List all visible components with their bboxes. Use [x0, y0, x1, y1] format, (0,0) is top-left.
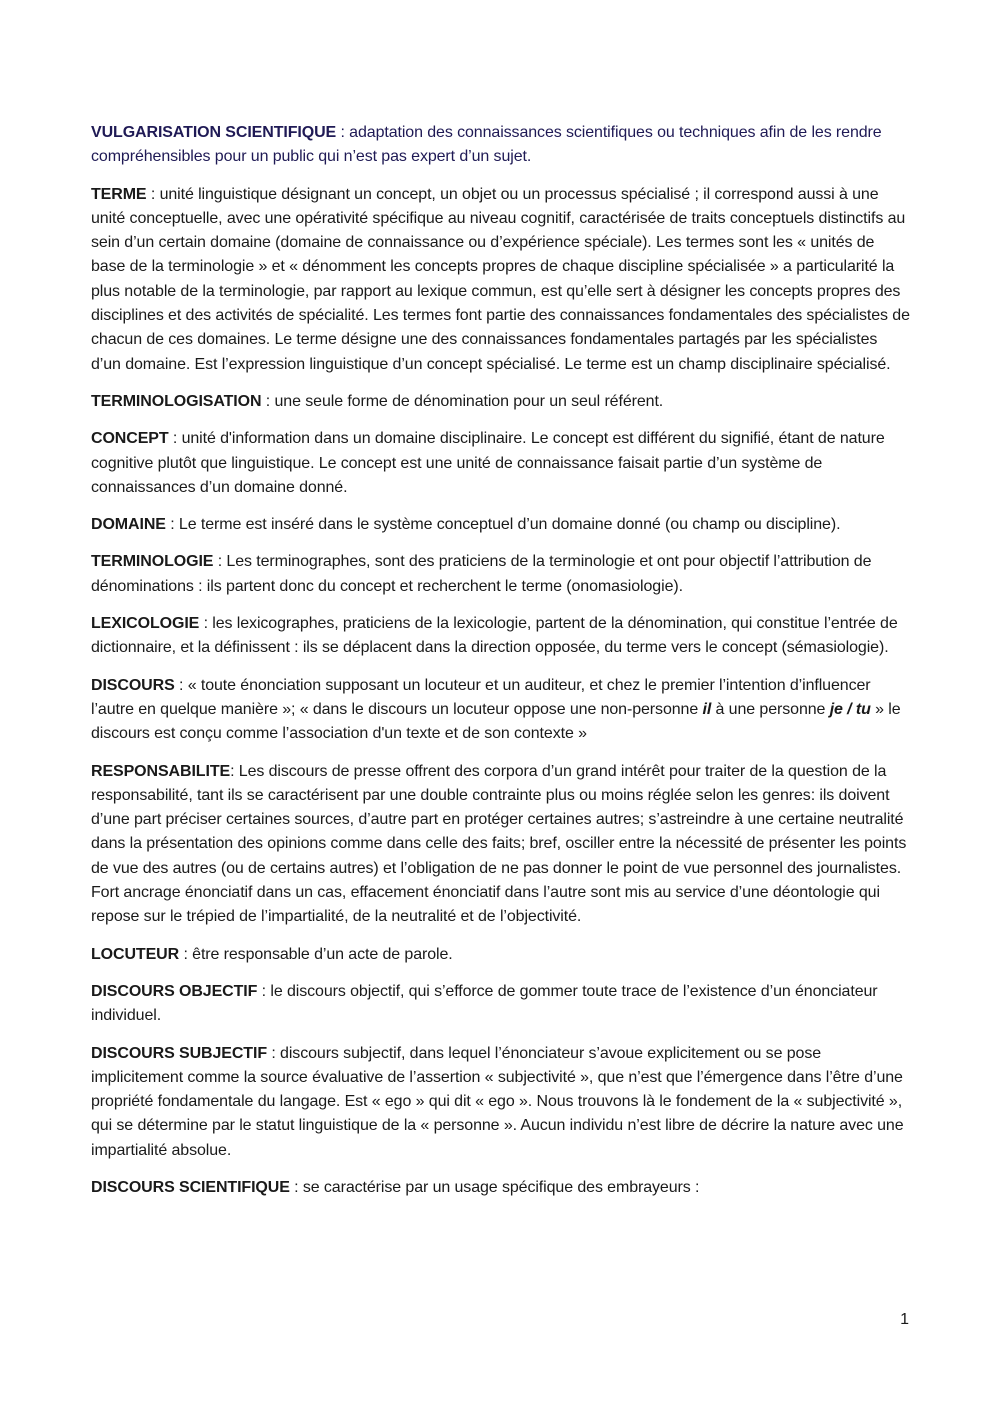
definition-separator: : [336, 124, 350, 141]
emphasis-pronoun: je / tu [829, 700, 871, 718]
definition-term: LOCUTEUR [91, 945, 180, 963]
definition-term: LEXICOLOGIE [91, 615, 200, 633]
definition-discours-objectif [91, 980, 911, 1029]
definition-domaine [91, 513, 911, 537]
definition-text: discours subjectif, dans lequel l’énonciateur s’avoue explicitement ou se pose implicitement comme la source évaluative de l’assertion « subjectivité », que n’est que l’émergence dans l’être d’une propriété fondamentale du langage. Est « ego » qui dit « ego ». Nous trouvons là le fondement de la « subjectivité », qui se détermine par le statut linguistique de la « personne ». Aucun individu n’est libre de décrire la nature avec une impartialité absolue. [91, 1044, 904, 1159]
definition-text: unité d'information dans un domaine disciplinaire. Le concept est différent du signifié, étant de nature cognitive plutôt que linguistique. Le concept est une unité de connaissance faisait partie d’un système de connaissances d’un domaine donné. [91, 430, 885, 496]
definition-text: à une personne [711, 700, 830, 718]
definition-terme [91, 183, 911, 377]
definition-text: le discours objectif, qui s’efforce de gommer toute trace de l’existence d’un énonciateur individuel. [91, 982, 878, 1025]
definition-separator: : [257, 982, 271, 1000]
definition-concept [91, 427, 911, 500]
definition-term: DISCOURS SUBJECTIF [91, 1044, 267, 1062]
definition-terminologie [91, 550, 911, 599]
definition-text: Les discours de presse offrent des corpora d’un grand intérêt pour traiter de la question de la responsabilité, tant ils se caractérisent par une double contrainte plus ou moins réglée selon les genres: ils doivent d’une part préciser certaines sources, d’autre part en protéger certaines autres; s’astreindre à une certaine neutralité dans la présentation des opinions comme dans celle des faits; bref, osciller entre la nécessité de présenter les points de vue des autres (ou de certains autres) et l’obligation de ne pas donner le point de vue personnel des journalistes. Fort ancrage énonciatif dans un cas, effacement énonciatif dans l’autre sont mis au service d’une déontologie qui repose sur le trépied de l’impartialité, de la neutralité et de l’objectivité. [91, 762, 907, 926]
definition-separator: : [174, 676, 188, 694]
definition-term: DISCOURS [91, 676, 175, 694]
definition-term: DISCOURS SCIENTIFIQUE [91, 1178, 290, 1196]
definition-separator: : [165, 516, 179, 534]
definition-separator: : [230, 762, 239, 780]
definition-discours-subjectif [91, 1042, 911, 1163]
definition-text: être responsable d’un acte de parole. [192, 945, 453, 963]
definition-vulgarisation-scientifique [91, 121, 911, 170]
definition-text: adaptation des connaissances scientifiques ou techniques afin de les rendre compréhensibles pour un public qui n’est pas expert d’un sujet. [91, 124, 882, 166]
document-body [91, 121, 911, 1213]
definition-term: TERMINOLOGISATION [91, 392, 262, 410]
definition-discours [91, 674, 911, 747]
definition-text: « toute énonciation supposant un locuteur et un auditeur, et chez le premier l’intention d’influencer l’autre en quelque manière »; « dans le discours un locuteur oppose une non-personne [91, 676, 871, 718]
definition-term: DISCOURS OBJECTIF [91, 982, 258, 1000]
definition-term: DOMAINE [91, 516, 166, 534]
definition-responsabilite [91, 760, 911, 930]
definition-text: » le discours est conçu comme l’association d'un texte et de son contexte » [91, 700, 901, 743]
definition-term: RESPONSABILITE [91, 762, 231, 780]
emphasis-pronoun: il [702, 700, 712, 718]
definition-text: Le terme est inséré dans le système conceptuel d’un domaine donné (ou champ ou discipline). [178, 516, 841, 534]
definition-text: se caractérise par un usage spécifique des embrayeurs : [302, 1178, 700, 1196]
definition-separator: : [199, 615, 213, 633]
definition-lexicologie [91, 612, 911, 661]
definition-term: VULGARISATION SCIENTIFIQUE [91, 124, 337, 141]
definition-text: Les terminographes, sont des praticiens de la terminologie et ont pour objectif l’attribution de dénominations : ils partent donc du concept et recherchent le terme (onomasiologie). [91, 553, 872, 595]
definition-separator: : [289, 1178, 303, 1196]
definition-separator: : [146, 185, 160, 203]
definition-locuteur [91, 943, 911, 967]
definition-term: CONCEPT [91, 430, 169, 448]
definition-text: unité linguistique désignant un concept, un objet ou un processus spécialisé ; il correspond aussi à une unité conceptuelle, avec une opérativité spécifique au niveau cognitif, caractérisée de traits conceptuels distinctifs au sein d’un certain domaine (domaine de connaissance ou d’expérience spéciale). Les termes sont les « unités de base de la terminologie » et « dénomment les concepts propres de chaque discipline spécialisée » a particularité la plus notable de la terminologie, par rapport au lexique commun, est qu’elle sert à désigner les concepts propres des disciplines et des activités de spécialité. Les termes font partie des connaissances fondamentales des spécialistes de chacun de ces domaines. Le terme désigne une des connaissances fondamentales partagés par les spécialistes d’un domaine. Est l’expression linguistique d’un concept spécialisé. Le terme est un champ disciplinaire spécialisé. [91, 185, 910, 373]
definition-term: TERMINOLOGIE [91, 553, 214, 571]
definition-text: une seule forme de dénomination pour un seul référent. [274, 392, 664, 410]
page-number: 1 [900, 1311, 909, 1328]
definition-separator: : [179, 945, 193, 963]
definition-separator: : [168, 430, 182, 448]
definition-text: les lexicographes, praticiens de la lexicologie, partent de la dénomination, qui constitue l’entrée de dictionnaire, et la définissent : ils se déplacent dans la direction opposée, du terme vers le concept (sémasiologie). [91, 615, 898, 657]
definition-separator: : [213, 553, 227, 571]
definition-discours-scientifique [91, 1176, 911, 1200]
definition-term: TERME [91, 185, 147, 203]
definition-separator: : [261, 392, 275, 410]
definition-terminologisation [91, 390, 911, 414]
definition-separator: : [267, 1044, 281, 1062]
